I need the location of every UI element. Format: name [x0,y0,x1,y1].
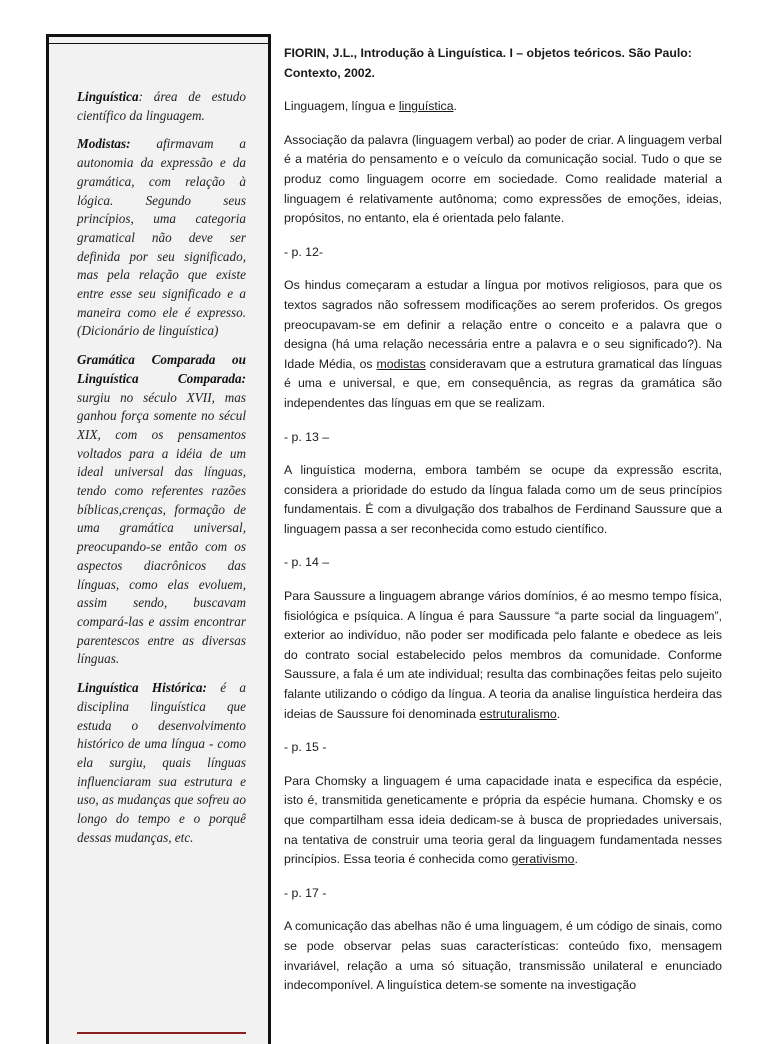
paragraph-4 [284,587,722,724]
paragraph-6: A comunicação das abelhas não é uma linguagem, é um código de sinais, como se pode observar pelas suas características: conteúdo fixo, mensagem invariável, relação a uma só situação, transmissão unilateral e enunciado indecomponível. A linguística detem-se somente na investigação [284,919,722,993]
section-heading [284,97,722,117]
modistas-link[interactable]: modistas [376,356,426,371]
glossary-sidebar [46,34,271,1044]
glossary-definition: afirmavam a autonomia da expressão e da gramática, com relação à lógica. Segundo seus princípios, uma categoria gramatical não deve ser definida por seu significado, mas pela relação que existe entre esse seu significado e a maneira como ele é expresso. (Dicionário de linguística) [77,136,246,339]
paragraph-text: Para Chomsky a linguagem é uma capacidade inata e especifica da espécie, isto é, transmitida geneticamente e própria da espécie humana. Chomsky e os que compartilham essa ideia dedicam-se à busca de propriedades universais, na tentativa de construir uma teoria geral da linguagem fundamentada nesses princípios. Essa teoria é conhecida como [284,773,722,867]
glossary-content [77,88,246,857]
glossary-term: Linguística [77,89,139,104]
glossary-entry-linguistica-historica [77,679,246,847]
glossary-term: Modistas: [77,136,131,152]
paragraph-5 [284,772,722,870]
page-marker-12: - p. 12- [284,244,323,259]
glossary-term: Linguística Histórica: [77,680,207,696]
main-text [284,44,722,1010]
paragraph-text: consideravam que a estrutura gramatical das línguas é uma e universal, e que, em consequência, as regras da gramática são independentes das línguas em que se realizam. [284,356,722,410]
page-marker-14: - p. 14 – [284,555,330,570]
paragraph-2 [284,276,722,413]
paragraph-text: Os hindus começaram a estudar a língua por motivos religiosos, para que os textos sagrados não sofressem modificações ao serem proferidos. Os gregos preocupavam-se em definir a relação entre o conceito e a palavra que o designa (há uma relação necessária entre a palavra e o seu significado?). Na Idade Média, os [284,278,722,371]
heading-text: Linguagem, língua e [284,99,399,114]
page-marker-15: - p. 15 - [284,740,327,755]
estruturalismo-link[interactable]: estruturalismo [479,706,557,721]
paragraph-text: Para Saussure a linguagem abrange vários domínios, é ao mesmo tempo física, fisiológica e psíquica. A língua é para Saussure “a parte social da linguagem”, exterior ao indivíduo, não poder ser modificada pelo falante e obedece as leis do contrato social estabelecido pelos membros da comunidade. Conforme Saussure, a fala é um ate individual; resulta das combinações feitas pelo sujeito falante utilizando o código da língua. A teoria da analise linguística herdeira das ideias de Saussure foi denominada [284,589,722,721]
paragraph-text: . [574,852,578,867]
gerativismo-link[interactable]: gerativismo [511,852,575,867]
sidebar-frame [49,43,268,1044]
glossary-definition: surgiu no século XVII, mas ganhou força somente no sécul XIX, com os pensamentos voltados para a idéia de um ideal universal das línguas, tendo como referentes razões bíblicas,crenças, formação de uma gramática universal, preocupando-se então com os aspectos diacrônicos das línguas, como elas evoluem, assim sendo, buscavam compará-las e assim encontrar parentescos entre as diversas línguas. [77,389,246,667]
bibliographic-reference: FIORIN, J.L., Introdução à Linguística. I – objetos teóricos. São Paulo: Contexto, 2002. [284,46,692,80]
glossary-definition: é a disciplina linguística que estuda o desenvolvimento histórico de uma língua - como ela surgiu, quais línguas influenciaram sua estrutura e uso, as mudanças que sofreu ao longo do tempo e o porquê dessas mudanças, etc. [77,680,247,845]
heading-period: . [453,99,457,114]
glossary-entry-modistas [77,135,246,341]
glossary-entry-linguistica [77,88,246,125]
page-marker-13: - p. 13 – [284,429,330,444]
glossary-entry-gramatica-comparada [77,351,246,669]
paragraph-text: . [556,706,561,721]
page-marker-17: - p. 17 - [284,885,327,900]
paragraph-3: A linguística moderna, embora também se ocupe da expressão escrita, considera a prioridade do estudo da língua falada como um de seus princípios fundamentais. É com a divulgação dos trabalhos de Ferdinand Saussure que a linguagem passa a ser reconhecida como estudo científico. [284,463,722,536]
linguistica-link[interactable]: linguística [398,99,454,114]
glossary-definition: : área de estudo científico da linguagem. [77,89,246,123]
paragraph-1: Associação da palavra (linguagem verbal) ao poder de criar. A linguagem verbal é a matéria do pensamento e o veículo da comunicação social. Tudo o que se produz como linguagem ocorre em sociedade. Como realidade material a linguagem é relativamente autônoma; como expressões de emoções, ideias, propósitos, no entanto, ela é orientada pelo falante. [284,132,722,226]
glossary-term: Gramática Comparada ou Linguística Comparada: [77,352,246,386]
sidebar-divider [77,1032,246,1034]
